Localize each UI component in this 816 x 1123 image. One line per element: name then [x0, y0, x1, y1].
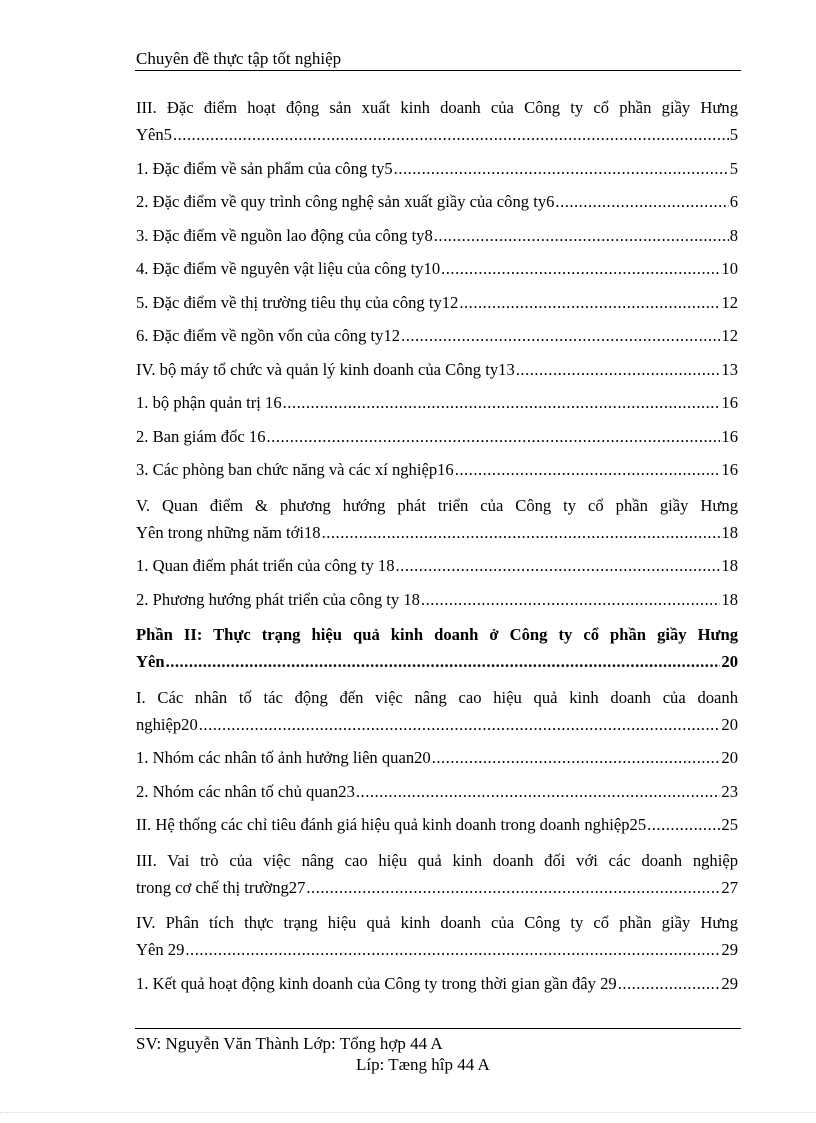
toc-entry — [136, 779, 738, 805]
toc-entry-row — [136, 712, 738, 738]
toc-entry — [136, 256, 738, 282]
toc-dot-leader — [459, 290, 720, 316]
toc-entry-title: 6. Đặc điểm về ngồn vốn của công ty12 — [136, 326, 401, 345]
toc-entry — [136, 587, 738, 613]
toc-page-number: 12 — [721, 292, 738, 312]
toc-page-number: 6 — [729, 192, 738, 211]
toc-entry — [136, 491, 738, 546]
toc-page-number: 18 — [721, 589, 738, 609]
toc-entry-title: trong cơ chế thị trường27 — [136, 877, 306, 897]
toc-entry-title: 2. Ban giám đốc 16 — [136, 426, 266, 446]
toc-entry-title: 1. Quan điểm phát triển của công ty 18 — [136, 556, 395, 575]
toc-entry-heading-line: III. Vai trò của việc nâng cao hiệu quả kinh doanh đối với các doanh nghiệp — [136, 850, 738, 870]
toc-entry-title: 2. Phương hướng phát triển của công ty 18 — [136, 589, 420, 609]
toc-entry-row — [136, 553, 738, 579]
toc-page-number: 16 — [721, 460, 738, 479]
toc-dot-leader — [394, 156, 729, 182]
toc-entry-heading-line: IV. Phân tích thực trạng hiệu quả kinh doanh của Công ty cổ phần giầy Hưng — [136, 913, 738, 932]
toc-entry — [136, 846, 738, 901]
header-divider — [135, 70, 741, 71]
toc-entry-title: 2. Nhóm các nhân tố chủ quan23 — [136, 781, 355, 801]
toc-entry-title: 1. Đặc điểm về sản phẩm của công ty5 — [136, 158, 393, 178]
toc-dot-leader — [434, 223, 729, 249]
toc-entry — [136, 745, 738, 771]
toc-page-number: 13 — [721, 359, 738, 379]
toc-dot-leader — [185, 937, 720, 963]
table-of-contents — [136, 93, 738, 1004]
toc-page-number: 10 — [721, 259, 738, 278]
toc-dot-leader — [455, 457, 721, 483]
toc-entry-row — [136, 390, 738, 416]
footer-divider — [135, 1028, 741, 1029]
toc-entry-title: 3. Các phòng ban chức năng và các xí nghiệp16 — [136, 460, 454, 479]
toc-page-number: 23 — [721, 781, 738, 801]
toc-dot-leader — [283, 390, 721, 416]
toc-entry — [136, 357, 738, 383]
toc-entry-row — [136, 875, 738, 901]
toc-dot-leader — [432, 745, 721, 771]
toc-dot-leader — [401, 323, 720, 349]
toc-entry-heading-line: Phần II: Thực trạng hiệu quả kinh doanh ở Công ty cổ phần giầy Hưng — [136, 625, 738, 644]
toc-entry — [136, 290, 738, 316]
toc-entry — [136, 683, 738, 738]
toc-dot-leader — [555, 189, 728, 215]
toc-dot-leader — [441, 256, 720, 282]
toc-entry — [136, 971, 738, 997]
toc-entry — [136, 223, 738, 249]
page-bottom-border — [0, 1112, 816, 1113]
toc-entry-row — [136, 189, 738, 215]
toc-entry — [136, 457, 738, 483]
toc-entry-row — [136, 937, 738, 963]
toc-entry-row — [136, 520, 738, 546]
toc-entry-heading-line: I. Các nhân tố tác động đến việc nâng cao hiệu quả kinh doanh của doanh — [136, 687, 738, 707]
toc-entry — [136, 93, 738, 148]
toc-page-number: 29 — [721, 973, 738, 993]
toc-page-number: 12 — [721, 326, 738, 345]
toc-dot-leader — [396, 553, 721, 579]
toc-entry-row — [136, 457, 738, 483]
toc-entry-title: 1. bộ phận quản trị 16 — [136, 393, 282, 412]
toc-entry — [136, 189, 738, 215]
toc-page-number: 18 — [721, 522, 738, 542]
toc-entry-row — [136, 779, 738, 805]
toc-page-number: 16 — [721, 426, 738, 446]
toc-dot-leader — [322, 520, 721, 546]
toc-entry — [136, 156, 738, 182]
toc-dot-leader — [516, 357, 721, 383]
toc-entry-row — [136, 156, 738, 182]
toc-entry-title: 1. Kết quả hoạt động kinh doanh của Công ty trong thời gian gần đây 29 — [136, 973, 617, 993]
toc-entry-heading-line: V. Quan điểm & phương hướng phát triển của Công ty cổ phần giầy Hưng — [136, 495, 738, 515]
toc-entry-row — [136, 745, 738, 771]
toc-page-number: 20 — [721, 714, 738, 734]
toc-entry-heading-line: III. Đặc điểm hoạt động sản xuất kinh doanh của Công ty cổ phần giầy Hưng — [136, 98, 738, 117]
toc-dot-leader — [647, 812, 720, 838]
toc-entry-row — [136, 587, 738, 613]
toc-page-number: 29 — [721, 940, 738, 959]
toc-entry — [136, 424, 738, 450]
toc-entry-title: Yên 29 — [136, 940, 185, 959]
toc-page-number: 8 — [729, 225, 738, 245]
toc-dot-leader — [173, 122, 729, 148]
toc-page-number: 16 — [721, 393, 738, 412]
toc-page-number: 5 — [729, 158, 738, 178]
toc-page-number: 5 — [729, 125, 738, 144]
footer-student-info: SV: Nguyễn Văn Thành Lớp: Tổng hợp 44 A — [136, 1034, 443, 1053]
toc-entry-title: 3. Đặc điểm về nguồn lao động của công ty8 — [136, 225, 433, 245]
toc-dot-leader — [199, 712, 721, 738]
toc-dot-leader — [421, 587, 720, 613]
toc-page-number: 18 — [721, 556, 738, 575]
toc-entry-row — [136, 223, 738, 249]
toc-dot-leader — [356, 779, 721, 805]
toc-page-number: 20 — [721, 652, 738, 671]
toc-entry-row — [136, 971, 738, 997]
toc-entry-row — [136, 357, 738, 383]
toc-entry-title: 4. Đặc điểm về nguyên vật liệu của công ty10 — [136, 259, 441, 278]
toc-entry — [136, 620, 738, 675]
toc-entry-title: 1. Nhóm các nhân tố ảnh hưởng liên quan20 — [136, 748, 431, 767]
footer-class-info: Líp: Tæng hîp 44 A — [356, 1055, 490, 1074]
toc-dot-leader — [306, 875, 720, 901]
toc-entry — [136, 812, 738, 838]
toc-entry-row — [136, 424, 738, 450]
toc-entry-title: nghiệp20 — [136, 714, 198, 734]
toc-page-number: 25 — [721, 815, 738, 834]
toc-entry-title: IV. bộ máy tổ chức và quản lý kinh doanh của Công ty13 — [136, 359, 515, 379]
toc-entry-row — [136, 256, 738, 282]
toc-entry-row — [136, 649, 738, 675]
toc-entry-title: Yên trong những năm tới18 — [136, 522, 321, 542]
toc-dot-leader — [267, 424, 721, 450]
toc-entry-title: II. Hệ thống các chỉ tiêu đánh giá hiệu quả kinh doanh trong doanh nghiệp25 — [136, 815, 647, 834]
toc-dot-leader — [166, 649, 721, 675]
toc-entry-row — [136, 812, 738, 838]
toc-entry — [136, 390, 738, 416]
toc-entry-title: Yên5 — [136, 125, 172, 144]
toc-entry — [136, 553, 738, 579]
page-header-title: Chuyên đề thực tập tốt nghiệp — [136, 49, 342, 68]
toc-page-number: 27 — [721, 877, 738, 897]
toc-entry-row — [136, 122, 738, 148]
toc-entry-row — [136, 323, 738, 349]
toc-entry-row — [136, 290, 738, 316]
toc-entry — [136, 323, 738, 349]
toc-page-number: 20 — [721, 748, 738, 767]
toc-entry-title: Yên — [136, 652, 165, 671]
toc-entry-title: 2. Đặc điểm về quy trình công nghệ sản xuất giầy của công ty6 — [136, 192, 555, 211]
toc-dot-leader — [618, 971, 721, 997]
toc-entry — [136, 908, 738, 963]
toc-entry-title: 5. Đặc điểm về thị trường tiêu thụ của công ty12 — [136, 292, 459, 312]
